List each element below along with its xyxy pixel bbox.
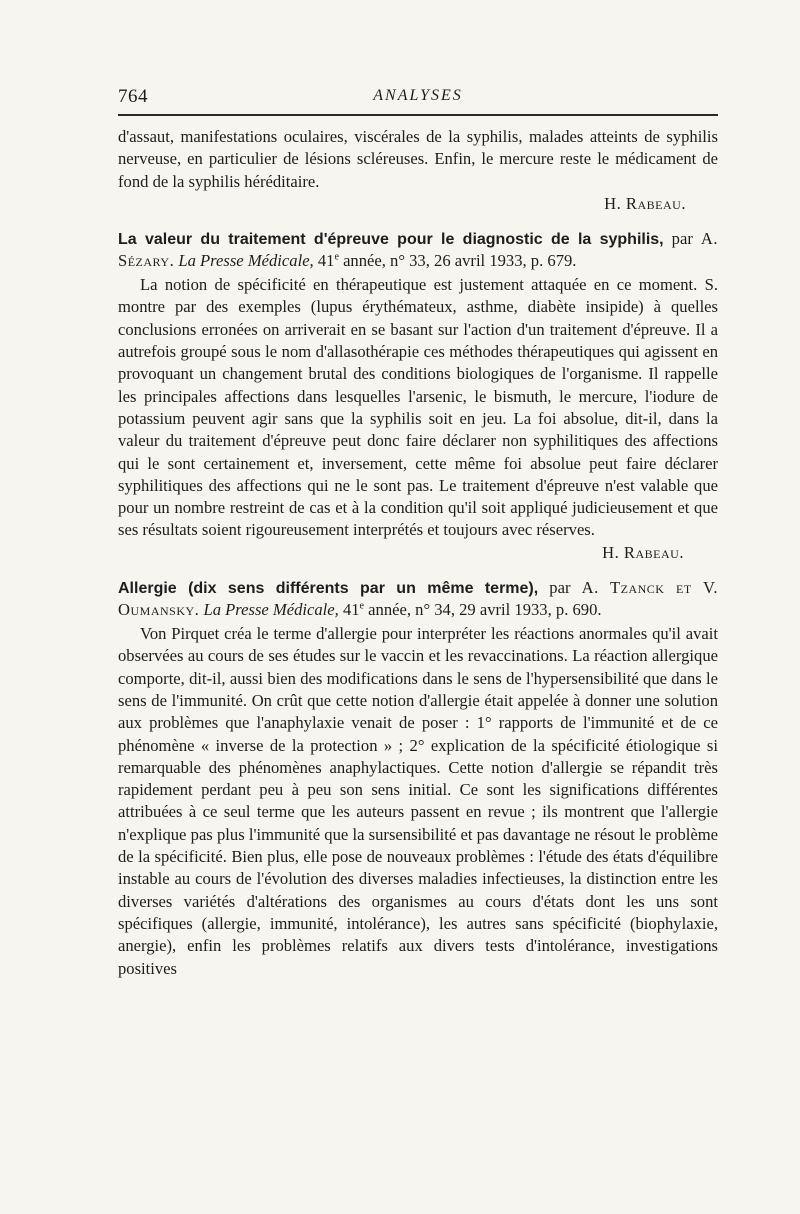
article-1-issue-number: 41 (317, 251, 335, 271)
article-2-issue (343, 600, 364, 619)
article-2-citation: année, n° 34, 29 avril 1933, p. 690. (368, 600, 602, 620)
article-1-journal: La Presse Médicale, (178, 251, 314, 271)
page (118, 82, 718, 980)
header-rule (118, 114, 718, 116)
header-title: ANALYSES (373, 87, 463, 104)
article-1-signature-text: H. Rabeau. (602, 542, 684, 562)
article-2-body: Von Pirquet créa le terme d'allergie pour interpréter les réactions anormales qu'il avait observées au cours de ses études sur le vaccin et les revaccinations. La réaction allergique comporte, dit-il, aussi bien des modifications dans le sens de l'hypersensibilité que dans le sens de l'immunité. On crût que cette notion d'allergie était appelée à donner une solution aux problèmes que l'anaphylaxie venait de poser : 1° rapports de l'immunité et de ce phénomène « inverse de la protection » ; 2° explication de la spécificité étiologique si remarquable des phénomènes anaphylactiques. Cette notion d'allergie se répandit très rapidement perdant peu à peu son sens initial. Ce sont les significations différentes attribuées à ce seul terme que les auteurs passent en revue ; ils montrent que l'allergie n'explique pas plus l'immunité que la sursensibilité et pas davantage ne résout le problème de la spécificité. Bien plus, elle pose de nouveaux problèmes : l'étude des états d'équilibre instable au cours de l'évolution des diverses maladies infectieuses, la distinction entre les diverses variétés d'altérations des organismes au cours d'états dont les uns sont spécifiques (allergie, immunité, intolérance), les autres sans spécificité (biophylaxie, anergie), enfin les problèmes relatifs aux divers tests d'intolérance, investigations positives (118, 624, 718, 978)
article-1-body: La notion de spécificité en thérapeutique est justement attaquée en ce moment. S. montre par des exemples (lupus érythémateux, asthme, diabète insipide) à quelles conclusions erronées on arriverait en se basant sur l'action d'un traitement d'épreuve. Il a autrefois groupé sous le nom d'allasothérapie ces méthodes thérapeutiques qui agissent en provoquant un changement brutal des conditions biologiques de l'organisme. Il rappelle les principales affections dans lesquelles l'arsenic, le bismuth, le mercure, l'iodure de potassium peuvent agir sans que la syphilis soit en jeu. La foi absolue, dit-il, dans la valeur du traitement d'épreuve peut donc faire déclarer non syphilitiques des affections qui le sont certainement et, inversement, cette même foi absolue peut faire déclarer syphilitiques des affections qui ne le sont pas. Le traitement d'épreuve n'est valable que pour un nombre restreint de cas et à la condition qu'il soit appliqué judicieusement et que ses résultats soient rigoureusement interprétés et toujours avec réserves. (118, 275, 718, 540)
intro-signature-text: H. Rabeau. (604, 193, 686, 213)
article-1-issue-suffix: e (334, 251, 339, 263)
article-1-issue (318, 251, 339, 270)
intro-paragraph: d'assaut, manifestations oculaires, viscérales de la syphilis, malades atteints de syphilis nerveuse, en particulier de lésions scléreuses. Enfin, le mercure reste le médicament de fond de la syphilis héréditaire. (118, 127, 718, 191)
article-2-issue-suffix: e (359, 600, 364, 612)
article-2-author: A. Tzanck et V. Oumansky. (118, 578, 718, 620)
intro-signature (118, 193, 718, 215)
article-2-title: Allergie (dix sens différents par un même terme), (118, 580, 539, 598)
page-number: 764 (118, 86, 148, 107)
article-1-heading (118, 228, 718, 271)
article-2-issue-number: 41 (342, 600, 360, 620)
article-1-title: La valeur du traitement d'épreuve pour le diagnostic de la syphilis, (118, 231, 664, 249)
article-2-heading (118, 577, 718, 620)
article-1-author: A. Sézary. (118, 229, 719, 271)
article-1-citation: année, n° 33, 26 avril 1933, p. 679. (343, 251, 577, 271)
article-1-par: par (671, 229, 693, 249)
article-2-journal: La Presse Médicale, (203, 600, 339, 620)
article-1-signature (118, 542, 718, 564)
running-head (118, 82, 718, 112)
article-2-par: par (549, 578, 571, 598)
